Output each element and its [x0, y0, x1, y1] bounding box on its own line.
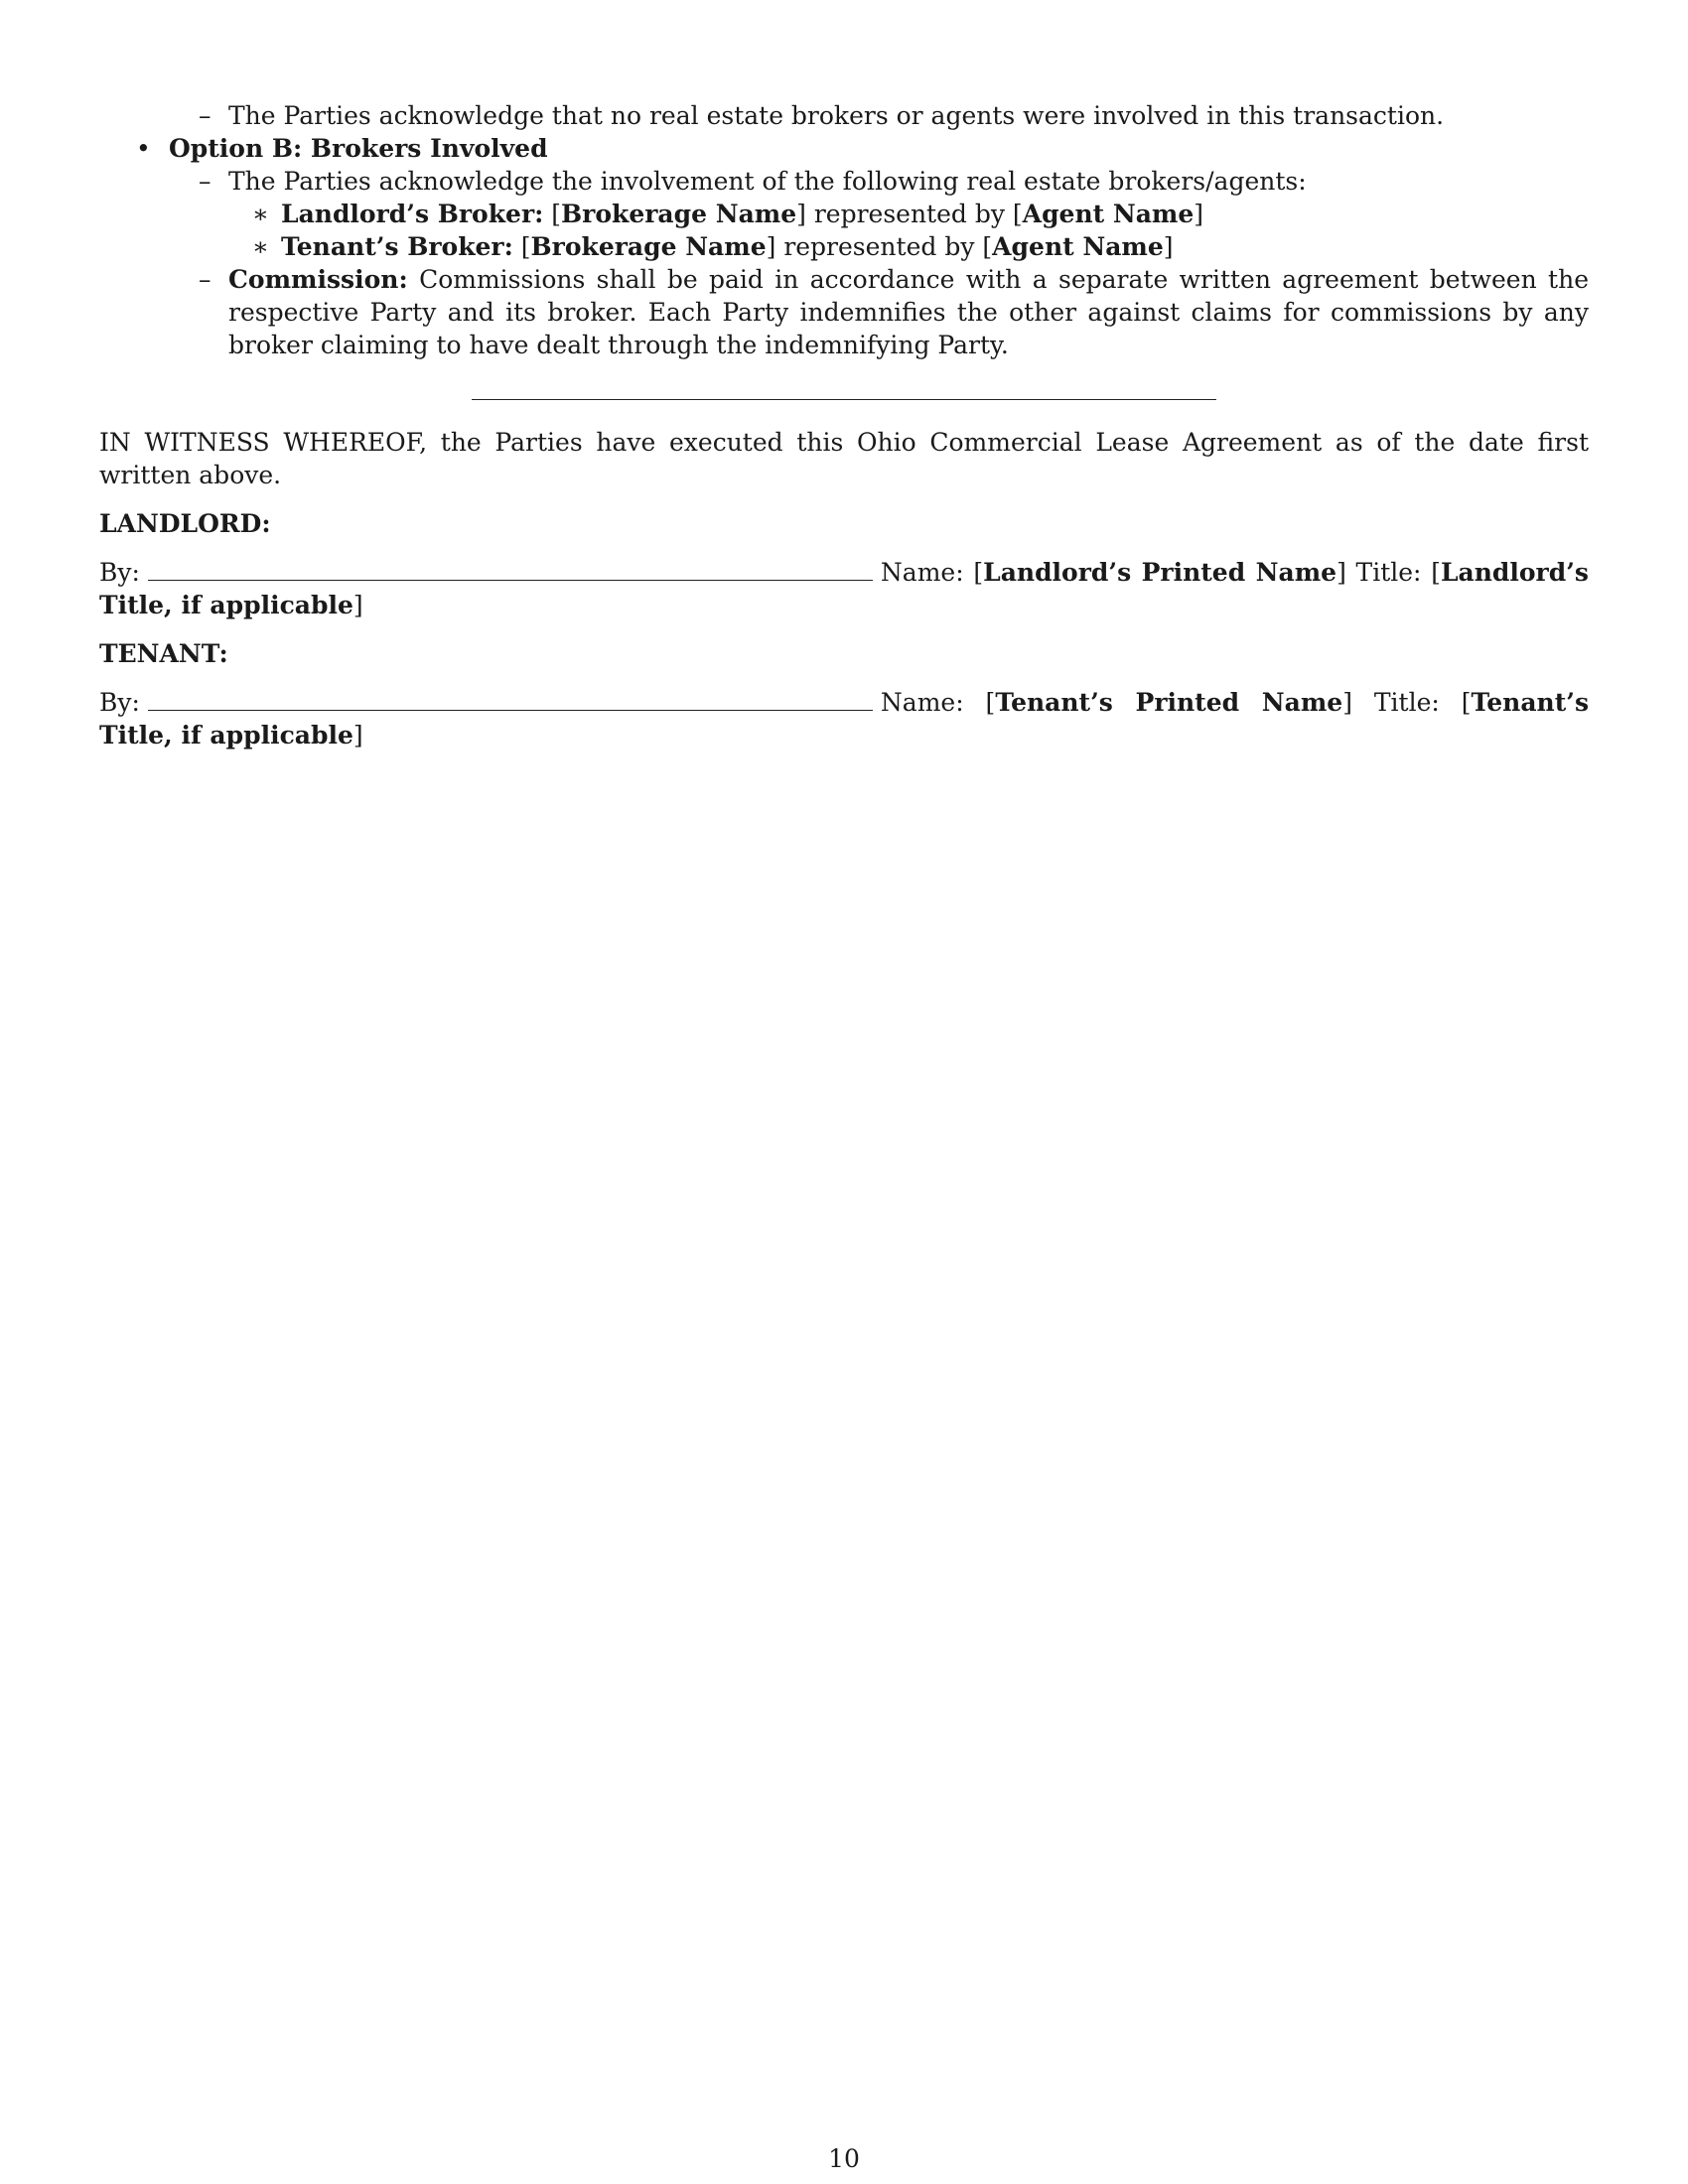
landlord-heading: LANDLORD:	[99, 509, 271, 538]
option-a-item	[99, 99, 1589, 132]
tenant-broker-item: ∗ Tenant’s Broker: [Brokerage Name] represented by [Agent Name]	[252, 232, 1174, 261]
commission-item	[99, 263, 1589, 361]
section-divider	[472, 399, 1216, 400]
by-label: By:	[99, 558, 140, 587]
name-label: Name:	[880, 688, 964, 717]
page-number: 10	[828, 2144, 860, 2173]
agent-placeholder: Agent Name	[1022, 200, 1195, 228]
witness-clause: IN WITNESS WHEREOF, the Parties have executed this Ohio Commercial Lease Agreement as of the date first written above.	[99, 428, 1589, 489]
option-b-intro-text: The Parties acknowledge the involvement of the following real estate brokers/agents:	[228, 167, 1307, 196]
landlord-title-placeholder: Landlord’s Title, if applicable	[99, 558, 1589, 619]
tenant-signature-block: By: Name: [Tenant’s Printed Name] Title: [Tenant’s Title, if applicable]	[99, 688, 1590, 750]
option-b-intro	[99, 165, 1589, 198]
brokerage-placeholder: Brokerage Name	[561, 200, 797, 228]
tenant-broker-label: Tenant’s Broker:	[281, 232, 513, 261]
dash-marker: –	[199, 101, 211, 130]
star-marker: ∗	[252, 232, 269, 261]
document-page	[99, 99, 1589, 751]
dash-marker: –	[199, 265, 211, 294]
commission-text: Commissions shall be paid in accordance with a separate written agreement between the respective Party and its broker. Each Party indemnifies the other against claims for commissions by any broker claiming to have dealt through the indemnifying Party.	[228, 265, 1589, 359]
star-marker: ∗	[252, 200, 269, 228]
option-b-title: Option B: Brokers Involved	[169, 134, 548, 163]
title-label: Title:	[1373, 688, 1440, 717]
represented-by-text: represented by	[813, 200, 1005, 228]
landlord-signature-line[interactable]	[148, 558, 873, 581]
tenant-title-placeholder: Tenant’s Title, if applicable	[99, 688, 1590, 750]
option-b-item	[99, 132, 1589, 165]
tenant-name-placeholder: Tenant’s Printed Name	[995, 688, 1343, 717]
name-label: Name:	[880, 558, 964, 587]
landlord-name-placeholder: Landlord’s Printed Name	[983, 558, 1337, 587]
brokerage-placeholder: Brokerage Name	[530, 232, 767, 261]
tenant-signature-line[interactable]	[148, 688, 873, 711]
commission-label: Commission:	[228, 265, 408, 294]
agent-placeholder: Agent Name	[992, 232, 1164, 261]
represented-by-text: represented by	[783, 232, 975, 261]
title-label: Title:	[1355, 558, 1422, 587]
by-label: By:	[99, 688, 140, 717]
tenant-heading: TENANT:	[99, 639, 228, 668]
option-a-text: The Parties acknowledge that no real estate brokers or agents were involved in this transaction.	[228, 101, 1445, 130]
bullet-marker: •	[136, 134, 151, 163]
landlord-signature-block: By: Name: [Landlord’s Printed Name] Title: [Landlord’s Title, if applicable]	[99, 558, 1589, 619]
dash-marker: –	[199, 167, 211, 196]
landlord-broker-label: Landlord’s Broker:	[281, 200, 544, 228]
landlord-broker-item: ∗ Landlord’s Broker: [Brokerage Name] represented by [Agent Name]	[252, 200, 1204, 228]
